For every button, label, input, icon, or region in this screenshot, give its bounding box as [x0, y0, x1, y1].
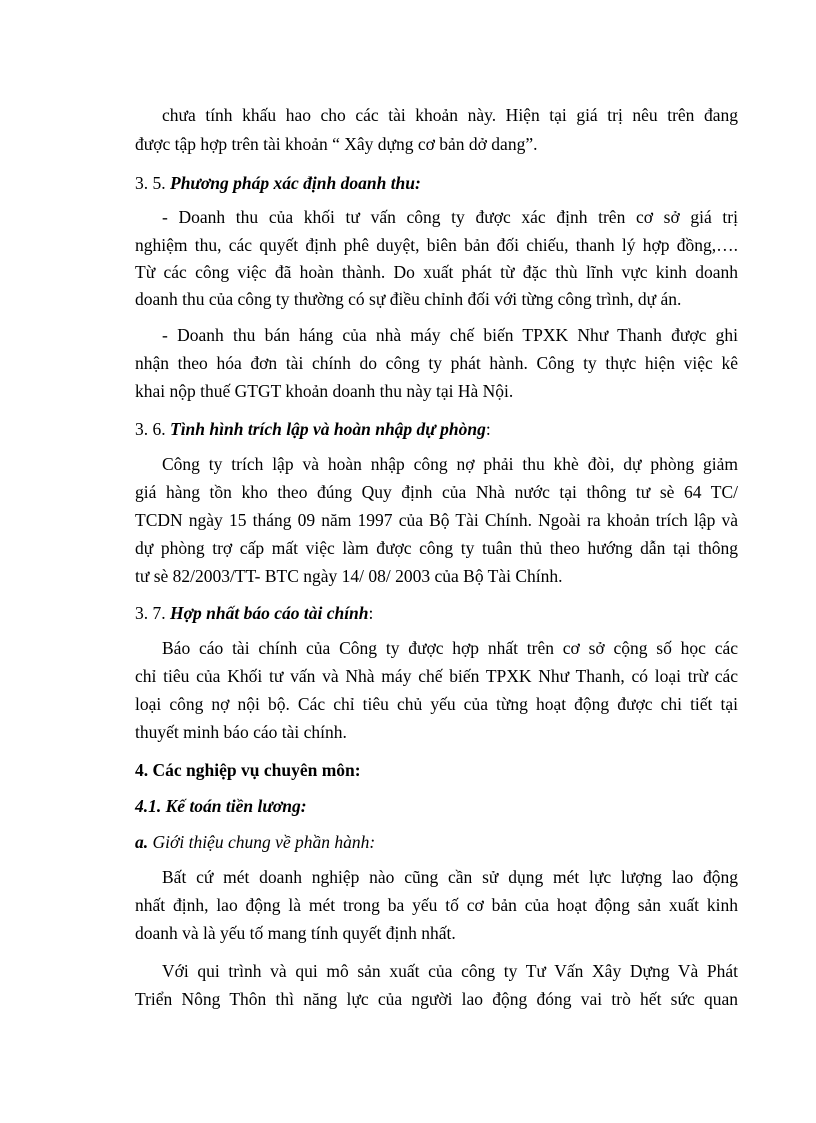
section-heading-4-1: 4.1. Kế toán tiền lương: — [135, 796, 307, 816]
section-title-suffix: : — [485, 419, 491, 439]
paragraph-line: chỉ tiêu của Khối tư vấn và Nhà máy chế biến TPXK Như Thanh, có loại trừ các — [135, 666, 738, 686]
paragraph-line: Triển Nông Thôn thì năng lực của người lao động đóng vai trò hết sức quan — [135, 989, 738, 1009]
subsection-title: Giới thiệu chung về phần hành: — [148, 832, 376, 852]
paragraph-line: doanh thu của công ty thường có sự điều chỉnh đối với từng công trình, dự án. — [135, 289, 682, 309]
section-title-suffix: : — [368, 603, 374, 623]
paragraph-line: chưa tính khấu hao cho các tài khoản này. Hiện tại giá trị nêu trên đang — [162, 105, 738, 125]
paragraph-line: Với qui trình và qui mô sản xuất của công ty Tư Vấn Xây Dựng Và Phát — [162, 961, 738, 981]
section-number: 3. 6. — [135, 419, 166, 439]
section-heading-3-6 — [135, 418, 738, 440]
paragraph-line: tư sè 82/2003/TT- BTC ngày 14/ 08/ 2003 của Bộ Tài Chính. — [135, 566, 563, 586]
paragraph-line: nghiệm thu, các quyết định phê duyệt, biên bản đối chiếu, thanh lý hợp đồng,…. — [135, 235, 738, 255]
subsection-letter: a. — [135, 832, 149, 852]
subsection-heading-a — [135, 831, 738, 853]
paragraph-line: - Doanh thu của khối tư vấn công ty được xác định trên cơ sở giá trị — [162, 207, 738, 227]
paragraph-line: được tập hợp trên tài khoản “ Xây dựng cơ bản dở dang”. — [135, 134, 538, 154]
paragraph-line: giá hàng tồn kho theo đúng Quy định của Nhà nước tại thông tư sè 64 TC/ — [135, 482, 738, 502]
paragraph-line: loại công nợ nội bộ. Các chỉ tiêu chủ yếu của từng hoạt động được chi tiết tại — [135, 694, 738, 714]
section-heading-3-7 — [135, 602, 738, 624]
section-title: Phương pháp xác định doanh thu: — [170, 173, 421, 193]
section-number: 3. 5. — [135, 173, 166, 193]
section-number: 3. 7. — [135, 603, 166, 623]
paragraph-line: khai nộp thuế GTGT khoản doanh thu này tại Hà Nội. — [135, 381, 514, 401]
paragraph-line: Công ty trích lập và hoàn nhập công nợ phải thu khè đòi, dự phòng giảm — [162, 454, 738, 474]
paragraph-line: nhận theo hóa đơn tài chính do công ty phát hành. Công ty thực hiện việc kê — [135, 353, 738, 373]
section-heading-3-5 — [135, 172, 738, 194]
paragraph-line: thuyết minh báo cáo tài chính. — [135, 722, 347, 742]
paragraph-line: doanh và là yếu tố mang tính quyết định nhất. — [135, 923, 456, 943]
paragraph-line: Báo cáo tài chính của Công ty được hợp nhất trên cơ sở cộng số học các — [162, 638, 738, 658]
paragraph-line: nhất định, lao động là mét trong ba yếu tố cơ bản của hoạt động sản xuất kinh — [135, 895, 738, 915]
paragraph-line: TCDN ngày 15 tháng 09 năm 1997 của Bộ Tài Chính. Ngoài ra khoản trích lập và — [135, 510, 738, 530]
section-title: Hợp nhất báo cáo tài chính — [170, 603, 369, 623]
section-title: Tình hình trích lập và hoàn nhập dự phòng — [170, 419, 486, 439]
paragraph-line: - Doanh thu bán háng của nhà máy chế biến TPXK Như Thanh được ghi — [162, 325, 738, 345]
paragraph-line: Từ các công việc đã hoàn thành. Do xuất phát từ đặc thù lĩnh vực kinh doanh — [135, 262, 738, 282]
paragraph-line: Bất cứ mét doanh nghiệp nào cũng cần sử dụng mét lực lượng lao động — [162, 867, 738, 887]
section-heading-4: 4. Các nghiệp vụ chuyên môn: — [135, 760, 361, 780]
paragraph-line: dự phòng trợ cấp mất việc làm được công ty tuân thủ theo hướng dẫn tại thông — [135, 538, 738, 558]
